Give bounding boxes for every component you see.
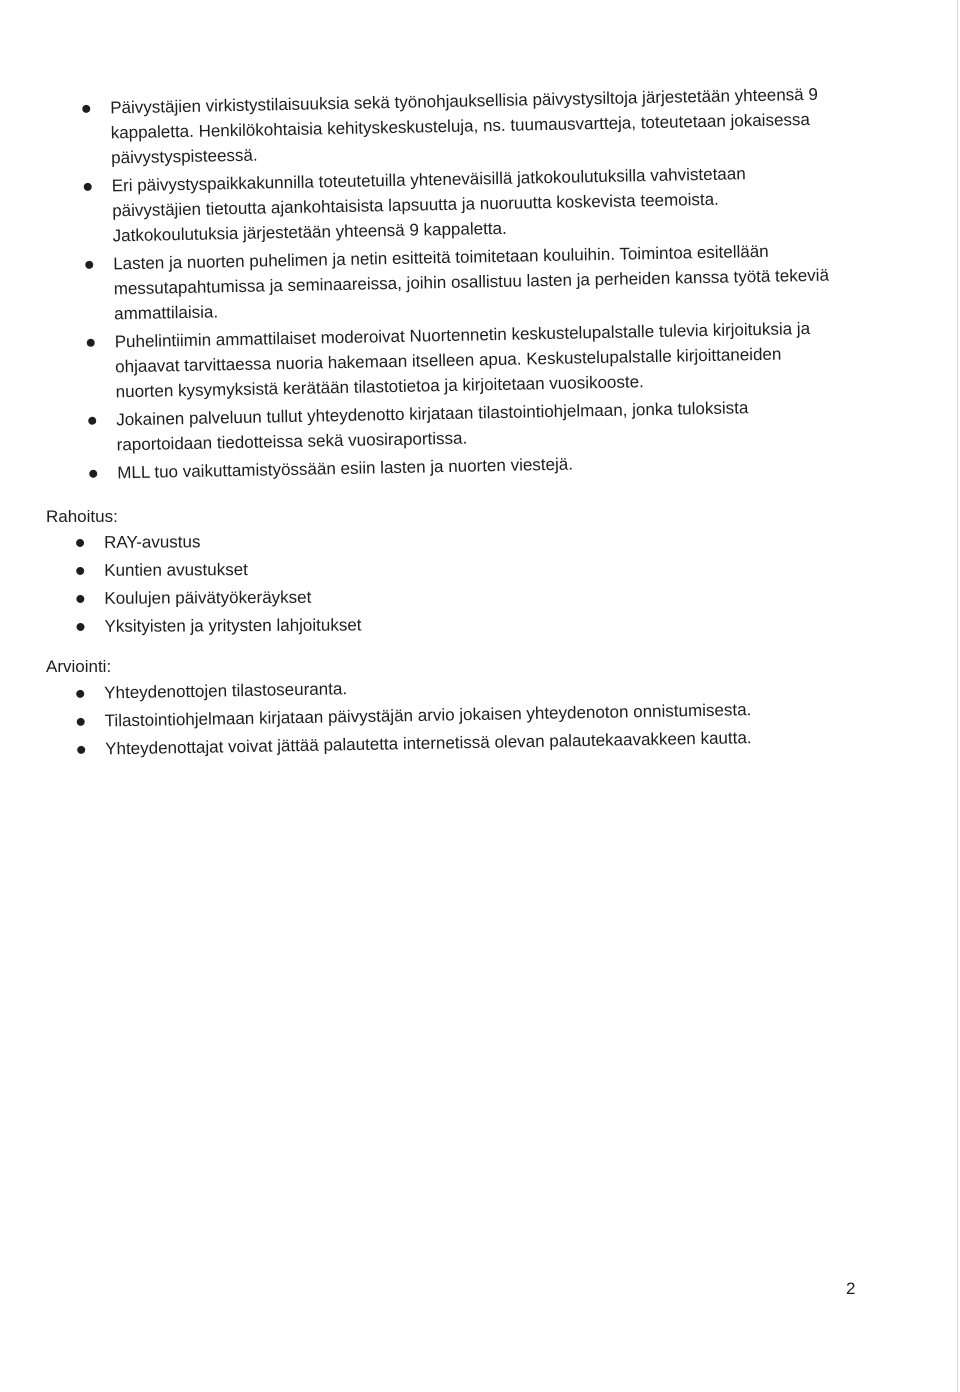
list-item-text: MLL tuo vaikuttamistyössään esiin lasten ja nuorten viestejä. [117,454,574,483]
scan-edge-line [957,0,958,1392]
rahoitus-heading: Rahoitus: [46,507,118,526]
bullet-icon [77,718,85,726]
bullet-icon [82,105,90,113]
bullet-icon [77,746,85,754]
bullet-icon [88,417,96,425]
list-item-text: Yhteydenottojen tilastoseuranta. [104,679,348,703]
list-item [78,82,831,171]
list-item-text: Koulujen päivätyökeräykset [104,587,312,608]
list-item [72,610,772,639]
list-item-text: Päivystäjien virkistystilaisuuksia sekä työnohjauksellisia päivystysiltoja järjestetään yhteensä 9 kappaletta. Henkilökohtaisia kehityskeskusteluja, ns. tuumausvartteja, toteutetaan jokaisessa päivystyspisteessä. [110,84,819,168]
list-item [72,554,772,583]
list-item [82,316,835,405]
activities-bullet-list [78,81,865,489]
bullet-icon [85,261,93,269]
list-item-text: Yhteydenottajat voivat jättää palautetta internetissä olevan palautekaavakkeen kautta. [105,728,752,759]
list-item-text: Kuntien avustukset [104,560,248,580]
bullet-icon [76,690,84,698]
page-number: 2 [846,1279,856,1298]
list-item-text: Eri päivystyspaikkakunnilla toteutetuilla yhteneväisillä jatkokoulutuksilla vahvistetaan päivystäjien tietoutta ajankohtaisista lapsuutta ja nuoruutta koskevista teemoista. Jatkokoulutuksia järjestetään yhteensä 9 kappaletta. [111,164,746,246]
bullet-icon [84,183,92,191]
list-item-text: Yksityisten ja yritysten lahjoitukset [104,615,362,636]
list-item-text: Tilastointiohjelmaan kirjataan päivystäjän arvio jokaisen yhteydenoton onnistumisesta. [104,700,752,731]
rahoitus-list [72,526,773,642]
bullet-icon [89,470,97,478]
list-item-text: Puhelintiimin ammattilaiset moderoivat Nuortennetin keskustelupalstalle tulevia kirjoituksia ja ohjaavat tarvittaessa nuoria hakemaan itselleen apua. Keskustelupalstalle kirjoittaneiden nuorten kysymyksistä kerätään tilastotietoa ja kirjoitetaan vuosikooste. [114,318,811,402]
list-item-text: Lasten ja nuorten puhelimen ja netin esitteitä toimitetaan kouluihin. Toimintoa esitellään messutapahtumissa ja seminaareissa, joihin osallistuu lasten ja perheiden kanssa työtä tekeviä ammattilaisia. [113,241,830,324]
bullet-icon [76,623,84,631]
list-item-text: Jokainen palveluun tullut yhteydenotto kirjataan tilastointiohjelmaan, jonka tuloksista raportoidaan tiedotteissa sekä vuosiraportissa. [116,398,749,455]
list-item [79,160,832,249]
list-item [72,526,772,555]
list-item [72,582,772,611]
bullet-icon [76,567,84,575]
bullet-icon [76,539,84,547]
list-item [81,238,834,327]
arviointi-heading: Arviointi: [46,657,112,676]
bullet-icon [87,339,95,347]
list-item-text: RAY-avustus [104,532,201,552]
arviointi-list [72,668,833,765]
bullet-icon [76,595,84,603]
